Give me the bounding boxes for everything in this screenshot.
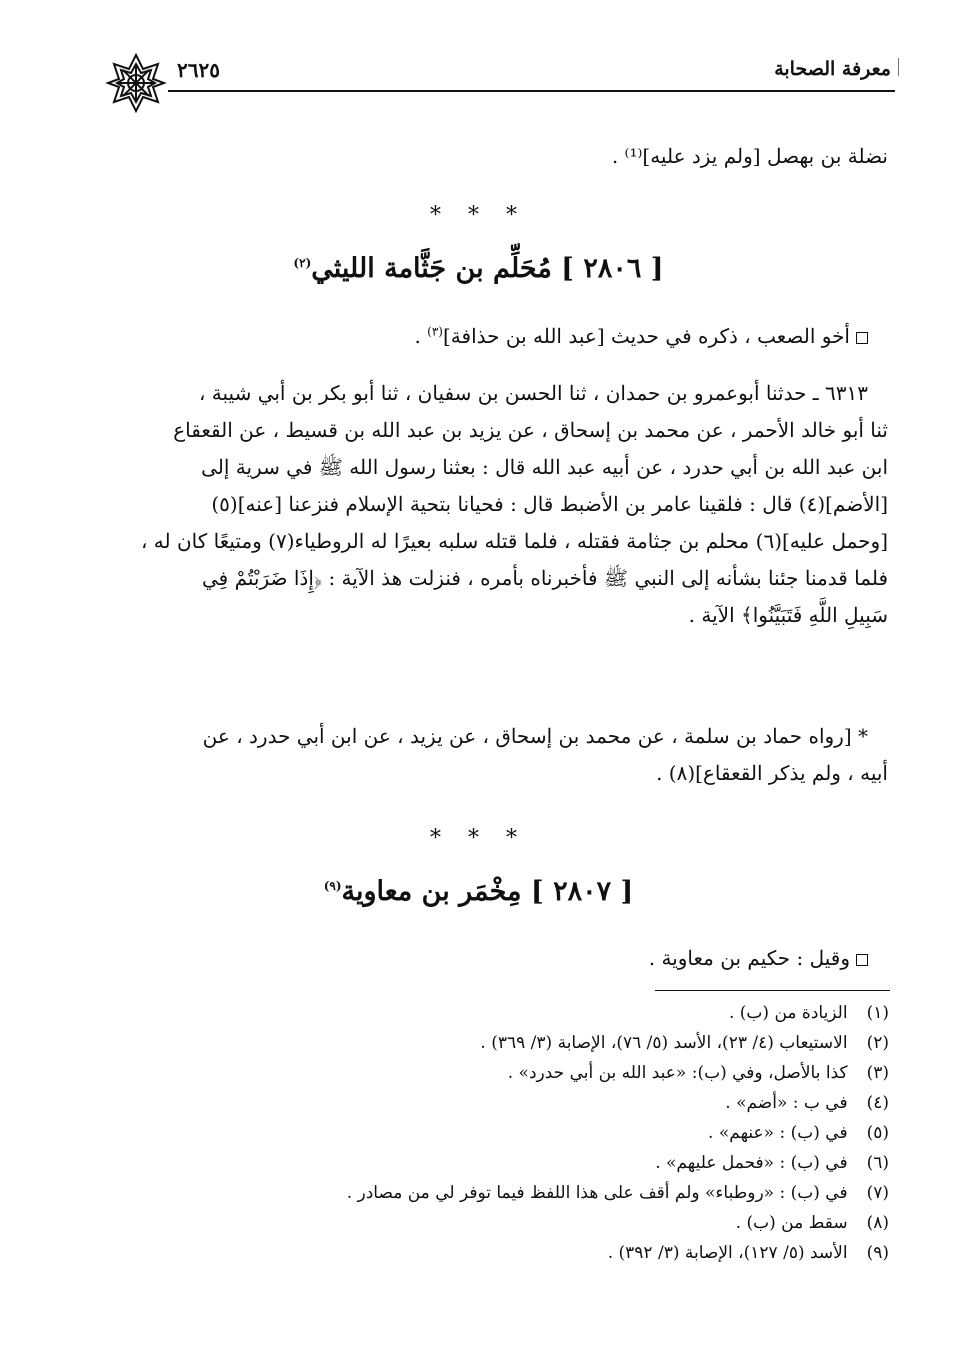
footnote-text: في ب : «أضم» . [725,1093,848,1113]
footnote [119,1058,889,1088]
footnote-number: (٨) [866,1213,889,1233]
footnote [119,998,889,1028]
footnote-text: الزيادة من (ب) . [728,1003,848,1023]
page-header [105,52,895,102]
entry-title-2807 [0,876,957,907]
footnote [119,1238,889,1268]
entry-title-text: [ ٢٨٠٧ ] مِخْمَر بن معاوية [341,876,634,907]
footnote [119,1208,889,1238]
footnote-number: (٢) [866,1033,889,1053]
footnote [119,1178,889,1208]
footnotes [119,998,889,1268]
footnote-number: (٩) [866,1243,889,1263]
hadith-line: [وحمل عليه](٦) محلم بن جثامة فقتله ، فلما قتله سلبه بعيرًا له الروطياء(٧) ومتيعًا كان له ، [140,529,888,553]
page-number: ٢٦٢٥ [177,58,220,82]
hadith-paragraph [118,375,888,634]
footnote-ref: (٢) [293,256,312,270]
intro-line: نضلة بن بهصل [ولم يزد عليه]⁽¹⁾ . [611,144,888,168]
running-title: معرفة الصحابة [774,58,891,80]
entry-intro [118,940,888,977]
footnote [119,1028,889,1058]
hadith-line: فلما قدمنا جئنا بشأنه إلى النبي ﷺ فأخبرناه بأمره ، فنزلت هذ الآية : ﴿إِذَا ضَرَبْتُمْ فِي [201,566,888,590]
entry-intro-text: أخو الصعب ، ذكره في حديث [عبد الله بن حذافة] [442,324,850,348]
footnote [119,1148,889,1178]
narration-note [118,718,888,792]
footnote-text: كذا بالأصل، وفي (ب): «عبد الله بن أبي حدرد» . [507,1063,848,1083]
footnote-number: (٤) [866,1093,889,1113]
footnote-text: سقط من (ب) . [735,1213,848,1233]
footnote-number: (٧) [866,1183,889,1203]
entry-title-text: [ ٢٨٠٦ ] مُحَلِّم بن جَثَّامة الليثي [311,253,664,284]
footnote-ref: (٣) [427,324,443,339]
footnote-text: الاستيعاب (٤/ ٢٣)، الأسد (٥/ ٧٦)، الإصابة (٣/ ٣٦٩) . [480,1033,848,1053]
header-rule [168,90,895,92]
entry-intro-end: . [414,324,428,348]
footnote-text: في (ب) : «عنهم» . [708,1123,848,1143]
separator: * * * [430,203,527,228]
square-bullet-icon [856,954,868,966]
footnote-number: (٥) [866,1123,889,1143]
entry-title-2806 [0,253,957,284]
hadith-line: ابن عبد الله بن أبي حدرد ، عن أبيه عبد الله قال : بعثنا رسول الله ﷺ في سرية إلى [201,455,888,479]
footnote-text: في (ب) : «روطباء» ولم أقف على هذا اللفظ فيما توفر لي من مصادر . [346,1183,848,1203]
footnote-ref: (٩) [323,879,342,893]
footnote-text: في (ب) : «فحمل عليهم» . [655,1153,848,1173]
note-line: أبيه ، ولم يذكر القعقاع](٨) . [656,761,888,785]
footnote-number: (١) [866,1003,889,1023]
hadith-line: ٦٣١٣ ـ حدثنا أبوعمرو بن حمدان ، ثنا الحسن بن سفيان ، ثنا أبو بكر بن أبي شيبة ، [198,381,868,405]
entry-intro [118,318,888,355]
hadith-line: سَبِيلِ اللَّهِ فَتَبَيَّنُوا﴾ الآية . [688,603,888,627]
star-ornament-icon [105,52,167,114]
footnote-number: (٣) [866,1063,889,1083]
square-bullet-icon [856,332,868,344]
entry-intro-text: وقيل : حكيم بن معاوية . [648,946,850,970]
corner-mark [898,58,899,76]
hadith-line: ثنا أبو خالد الأحمر ، عن محمد بن إسحاق ، عن يزيد بن عبد الله بن قسيط ، عن القعقاع [173,418,888,442]
hadith-line: [الأضم](٤) قال : فلقينا عامر بن الأضبط قال : فحيانا بتحية الإسلام فنزعنا [عنه](٥) [211,492,888,516]
footnote-text: الأسد (٥/ ١٢٧)، الإصابة (٣/ ٣٩٢) . [607,1243,848,1263]
footnote-number: (٦) [866,1153,889,1173]
footnote [119,1118,889,1148]
footnote [119,1088,889,1118]
note-line: * [رواه حماد بن سلمة ، عن محمد بن إسحاق ، عن يزيد ، عن ابن أبي حدرد ، عن [202,724,868,748]
footnote-rule [655,990,890,991]
separator: * * * [430,826,527,851]
